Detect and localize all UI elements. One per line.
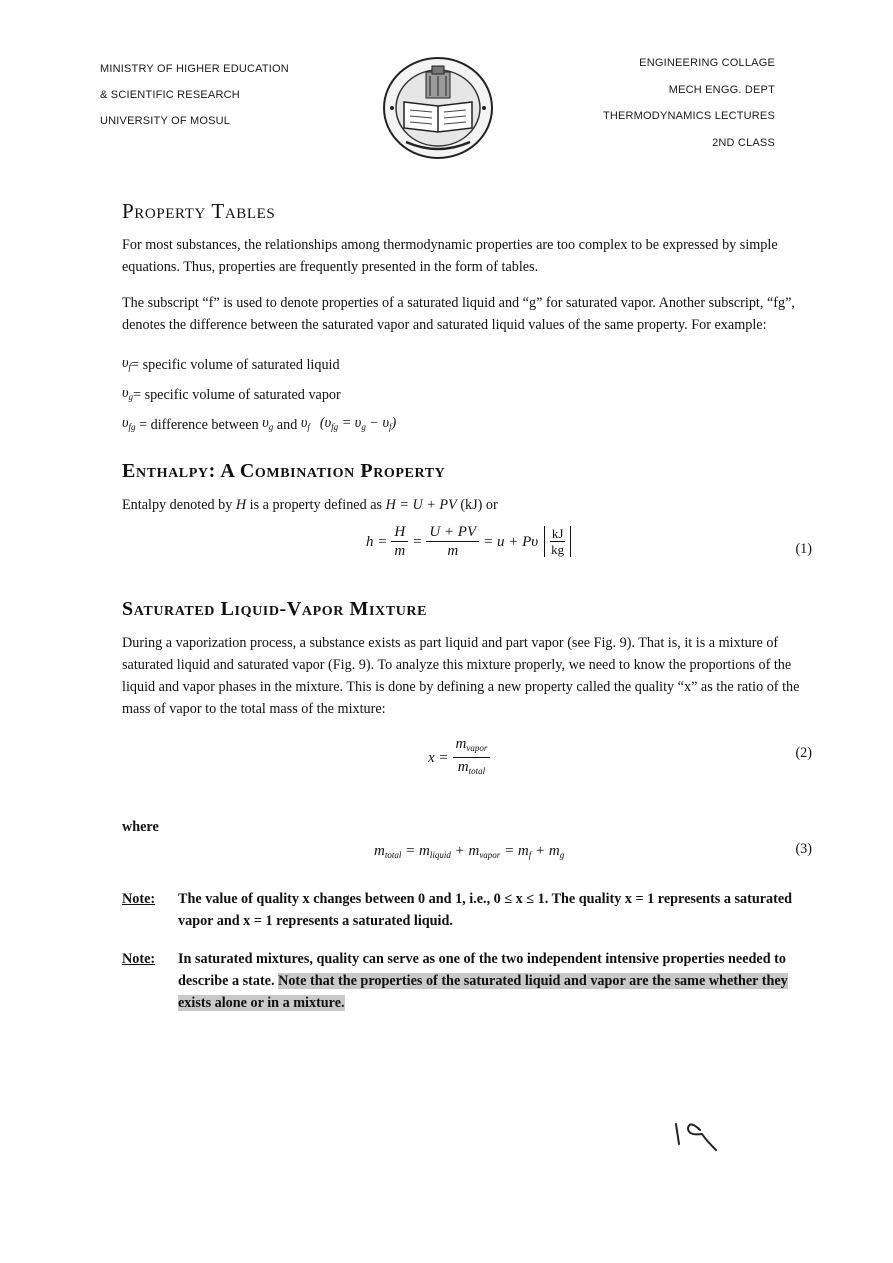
enthalpy-equation: h = $\frac{H}{m}$ = $\frac{U + PV}{m}$ = u + Pυ $\frac{kJ}{kg}$	[366, 524, 571, 559]
note-2-body	[178, 948, 812, 1014]
department-line: MECH ENGG. DEPT	[668, 83, 775, 96]
research-line: & SCIENTIFIC RESEARCH	[100, 89, 240, 101]
mixture-heading: Saturated Liquid-Vapor Mixture	[122, 598, 428, 620]
equation-2-number: (2)	[795, 745, 812, 761]
definition-and-text: and	[273, 417, 301, 433]
definition-vfg-text: = difference between	[135, 417, 263, 433]
class-line: 2ND CLASS	[712, 136, 775, 149]
definition-vg-text: = specific volume of saturated vapor	[133, 387, 341, 403]
note-2-text: In saturated mixtures, quality can serve as one of the two independent intensive properties needed to describe a state.	[178, 951, 786, 989]
definition-vfg: $\upsilon_{fg}$ = difference between $\upsilon_g$ and $\upsilon_f$ $(\upsilon_{fg} = \upsilon_g - \upsilon_f)$	[122, 410, 812, 440]
unit-bracket: $\frac{kJ}{kg}$	[544, 526, 571, 557]
definition-vg: $\upsilon_g$ = specific volume of saturated vapor	[122, 380, 812, 410]
property-tables-para1: For most substances, the relationships among thermodynamic properties are too complex to be expressed by simple equations. Thus, properties are frequently presented in the form of tables.	[122, 237, 778, 275]
header-right	[603, 50, 775, 156]
property-tables-heading: Property Tables	[122, 199, 276, 223]
subscript-definitions	[122, 350, 812, 440]
equation-1-number: (1)	[795, 541, 812, 557]
page-number-handwritten	[672, 1114, 722, 1154]
note-1-label: Note:	[122, 891, 156, 907]
college-line: ENGINEERING COLLAGE	[639, 57, 775, 69]
mixture-para: During a vaporization process, a substance exists as part liquid and part vapor (see Fig. 9). That is, it is a mixture of saturated liquid and saturated vapor (Fig. 9). To analyze this mixture properly, we need to know the proportions of the liquid and vapor phases in the mixture. This is done by defining a new property called the quality “x” as the ratio of the mass of vapor to the total mass of the mixture:	[122, 635, 800, 717]
ministry-line: MINISTRY OF HIGHER EDUCATION	[100, 63, 289, 75]
note-2	[122, 948, 812, 1014]
where-label: where	[122, 819, 159, 835]
enthalpy-intro: Entalpy denoted by H is a property defined as H = U + PV (kJ) or	[122, 497, 498, 513]
definition-vf: $\upsilon_f$ = specific volume of saturated liquid	[122, 350, 812, 380]
note-2-highlight: Note that the properties of the saturated liquid and vapor are the same whether they exists alone or in a mixture.	[178, 973, 788, 1011]
university-line: UNIVERSITY OF MOSUL	[100, 115, 231, 127]
header-left	[100, 56, 289, 134]
lectures-line: THERMODYNAMICS LECTURES	[602, 110, 775, 122]
equation-2	[122, 728, 812, 798]
university-seal-icon	[382, 56, 494, 160]
quality-equation: x = $\frac{m_{vapor}}{m_{total}}$	[428, 736, 494, 779]
equation-3-number: (3)	[795, 841, 812, 857]
enthalpy-heading: Enthalpy: A Combination Property	[122, 460, 446, 482]
definition-vf-text: = specific volume of saturated liquid	[131, 357, 340, 373]
note-1-text: The value of quality x changes between 0 and 1, i.e., 0 ≤ x ≤ 1. The quality x = 1 represents a saturated vapor and x = 1 represents a saturated liquid.	[178, 891, 793, 929]
note-1	[122, 888, 812, 932]
document-body	[122, 200, 812, 1014]
note-2-label: Note:	[122, 951, 156, 967]
equation-3	[122, 838, 812, 872]
equation-1	[122, 516, 812, 574]
property-tables-para2: The subscript “f” is used to denote properties of a saturated liquid and “g” for saturated vapor. Another subscript, “fg”, denotes the difference between the saturated vapor and saturated liquid values of the same property. For example:	[122, 295, 795, 333]
mass-equation: $m_{total} = m_{liquid} + m_{vapor} = m_f + m_g$	[374, 843, 565, 860]
